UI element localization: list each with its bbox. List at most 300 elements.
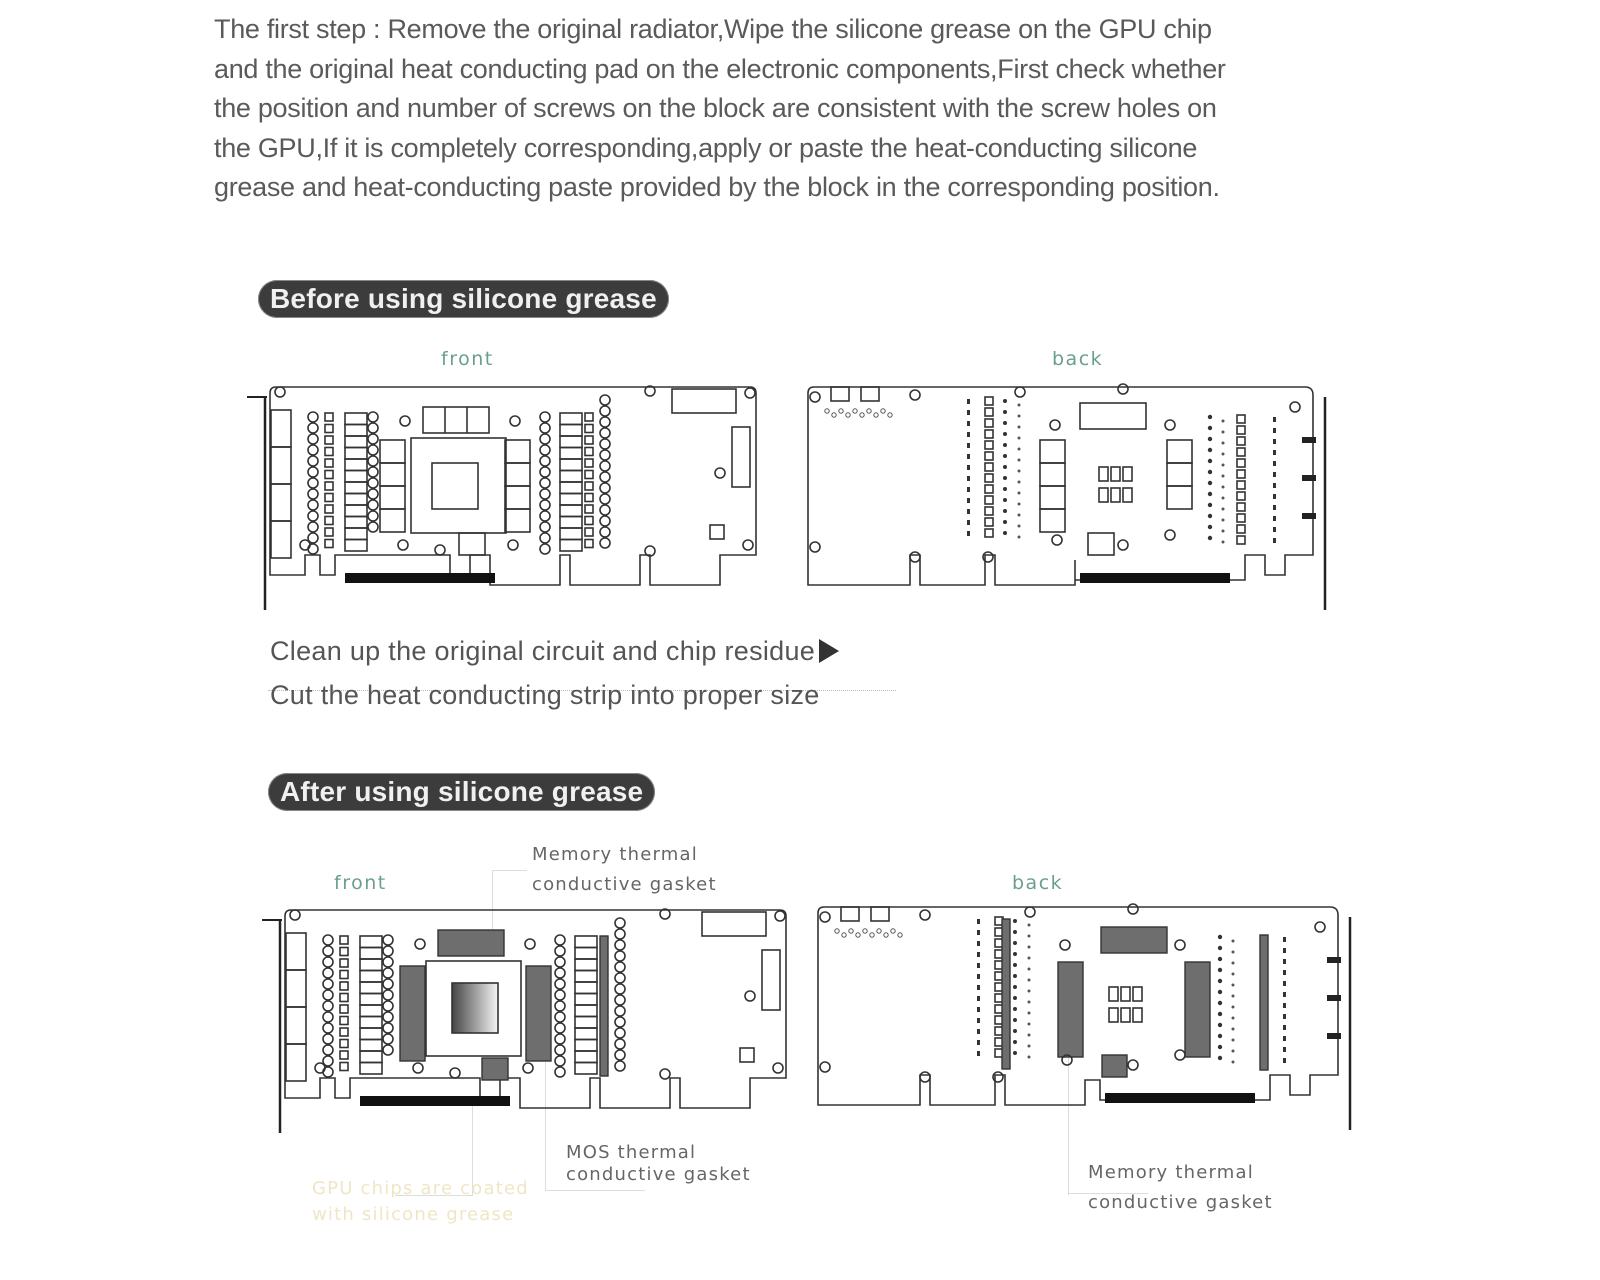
smd-square xyxy=(325,471,333,479)
screw-hole xyxy=(1015,387,1025,397)
smd-dot xyxy=(1283,1014,1286,1019)
smd-dot xyxy=(1013,996,1017,1000)
smd-square xyxy=(985,430,993,438)
smd-square xyxy=(1237,503,1245,511)
screw-hole xyxy=(820,912,830,922)
annotation-line: Memory thermal xyxy=(1088,1162,1254,1183)
smd-square xyxy=(1237,426,1245,434)
smd-dot xyxy=(863,929,867,933)
smd-dot xyxy=(846,413,850,417)
triangle-right-icon xyxy=(819,639,839,663)
inductor-block xyxy=(360,1040,382,1052)
smd-dot xyxy=(1208,514,1212,518)
inductor-block xyxy=(560,471,582,483)
smd-dot xyxy=(1003,520,1007,524)
capacitor xyxy=(600,505,610,515)
smd-dot xyxy=(1283,948,1286,953)
smd-dot xyxy=(977,930,980,935)
capacitor xyxy=(600,428,610,438)
capacitor xyxy=(323,968,333,978)
capacitor xyxy=(615,940,625,950)
after-front-board xyxy=(260,908,800,1143)
screw-hole xyxy=(910,552,920,562)
smd-dot xyxy=(1218,957,1222,961)
capacitor xyxy=(600,395,610,405)
smd-dot xyxy=(1018,481,1021,484)
capacitor xyxy=(308,489,318,499)
capacitor xyxy=(323,990,333,1000)
small-capacitor xyxy=(1109,1008,1118,1022)
capacitor xyxy=(323,935,333,945)
memory-chip xyxy=(423,407,489,433)
smd-dot xyxy=(1003,421,1007,425)
inductor-block xyxy=(1167,463,1192,486)
smd-dot xyxy=(967,399,970,404)
capacitor xyxy=(540,544,550,554)
smd-dot xyxy=(1232,1061,1235,1064)
smd-dot xyxy=(1013,952,1017,956)
smd-square xyxy=(340,1040,348,1048)
small-chip xyxy=(459,533,485,555)
smd-square xyxy=(585,448,593,456)
capacitor xyxy=(600,494,610,504)
capacitor xyxy=(615,1028,625,1038)
gpu-die-grease xyxy=(452,983,498,1033)
memory-thermal-pad xyxy=(400,966,425,1061)
smd-dot xyxy=(1283,981,1286,986)
smd-dot xyxy=(1028,957,1031,960)
smd-square xyxy=(1237,481,1245,489)
smd-dot xyxy=(1208,525,1212,529)
inductor-block xyxy=(1167,440,1192,463)
intro-line: grease and heat-conducting paste provided by the block in the corresponding position. xyxy=(214,172,1220,202)
annotation-line: conductive gasket xyxy=(566,1164,751,1185)
smd-dot xyxy=(1232,995,1235,998)
smd-square xyxy=(1237,525,1245,533)
inductor-block xyxy=(505,509,530,532)
smd-dot xyxy=(1208,415,1212,419)
smd-dot xyxy=(1208,459,1212,463)
pcie-connector xyxy=(1080,573,1230,583)
capacitor xyxy=(615,1006,625,1016)
screw-hole xyxy=(1165,420,1175,430)
memory-thermal-pad xyxy=(1058,962,1083,1057)
capacitor xyxy=(383,935,393,945)
screw-hole xyxy=(1025,907,1035,917)
smd-dot xyxy=(1222,497,1225,500)
screw-hole xyxy=(1118,540,1128,550)
screw-hole xyxy=(508,540,518,550)
capacitor xyxy=(383,1045,393,1055)
smd-dot xyxy=(1222,464,1225,467)
smd-square xyxy=(585,436,593,444)
screw-hole xyxy=(810,392,820,402)
before-front-board xyxy=(245,385,770,615)
smd-dot xyxy=(977,963,980,968)
screw-hole xyxy=(910,390,920,400)
small-capacitor xyxy=(1121,1008,1130,1022)
capacitor xyxy=(308,445,318,455)
smd-dot xyxy=(1013,1007,1017,1011)
smd-dot xyxy=(1208,481,1212,485)
smd-dot xyxy=(1218,1012,1222,1016)
smd-dot xyxy=(1003,410,1007,414)
inductor-block xyxy=(560,425,582,437)
inductor-block xyxy=(345,505,367,517)
smd-dot xyxy=(1208,536,1212,540)
smd-square xyxy=(340,971,348,979)
smd-square xyxy=(1237,492,1245,500)
small-connector xyxy=(861,387,879,401)
capacitor xyxy=(555,935,565,945)
inductor-block xyxy=(360,1005,382,1017)
smd-dot xyxy=(967,520,970,525)
smd-square xyxy=(340,994,348,1002)
smd-square xyxy=(340,936,348,944)
capacitor xyxy=(323,1023,333,1033)
smd-dot xyxy=(1283,937,1286,942)
smd-square xyxy=(340,1063,348,1071)
intro-line: the GPU,If it is completely corresponding,apply or paste the heat-conducting silicone xyxy=(214,132,1198,163)
smd-square xyxy=(325,540,333,548)
capacitor xyxy=(540,511,550,521)
memory-thermal-pad xyxy=(1002,919,1010,1069)
capacitor xyxy=(323,946,333,956)
smd-dot xyxy=(977,941,980,946)
inductor-block xyxy=(505,440,530,463)
smd-dot xyxy=(977,919,980,924)
smd-dot xyxy=(1208,426,1212,430)
capacitor xyxy=(308,423,318,433)
smd-square xyxy=(340,959,348,967)
smd-square xyxy=(585,517,593,525)
inductor-block xyxy=(271,447,291,484)
smd-dot xyxy=(1222,420,1225,423)
capacitor xyxy=(540,478,550,488)
smd-square xyxy=(1237,514,1245,522)
smd-square xyxy=(585,494,593,502)
inductor-block xyxy=(360,994,382,1006)
smd-square xyxy=(985,397,993,405)
smd-dot xyxy=(853,409,857,413)
capacitor xyxy=(615,1039,625,1049)
inductor-block xyxy=(1040,440,1065,463)
smd-dot xyxy=(1232,973,1235,976)
memory-thermal-pad xyxy=(1260,935,1268,1070)
capacitor xyxy=(308,434,318,444)
smd-dot xyxy=(967,509,970,514)
capacitor xyxy=(615,1017,625,1027)
capacitor xyxy=(600,461,610,471)
small-capacitor xyxy=(1123,467,1132,481)
smd-dot xyxy=(1273,483,1276,488)
smd-dot xyxy=(867,409,871,413)
inductor-block xyxy=(345,436,367,448)
smd-dot xyxy=(1018,514,1021,517)
capacitor xyxy=(600,516,610,526)
smd-square xyxy=(340,1051,348,1059)
screw-hole xyxy=(415,939,425,949)
smd-square xyxy=(325,494,333,502)
capacitor xyxy=(383,1012,393,1022)
inductor-block xyxy=(560,505,582,517)
capacitor xyxy=(540,522,550,532)
smd-dot xyxy=(1013,985,1017,989)
smd-dot xyxy=(1003,443,1007,447)
small-capacitor xyxy=(1111,488,1120,502)
capacitor xyxy=(368,511,378,521)
before-front-label: front xyxy=(441,348,494,370)
smd-square xyxy=(985,529,993,537)
smd-dot xyxy=(839,409,843,413)
capacitor xyxy=(368,412,378,422)
smd-square xyxy=(985,463,993,471)
annotation-gpu xyxy=(312,1176,529,1228)
smd-dot xyxy=(832,413,836,417)
inductor-block xyxy=(575,948,597,960)
smd-square xyxy=(325,436,333,444)
smd-square xyxy=(985,474,993,482)
step-text: Clean up the original circuit and chip residue xyxy=(270,636,816,666)
capacitor xyxy=(555,968,565,978)
capacitor xyxy=(540,423,550,433)
small-chip-pad xyxy=(482,1058,508,1080)
capacitor xyxy=(368,467,378,477)
screw-hole xyxy=(920,1072,930,1082)
memory-thermal-pad xyxy=(1185,962,1210,1057)
smd-dot xyxy=(884,933,888,937)
inductor-block xyxy=(271,521,291,558)
inductor-block xyxy=(345,471,367,483)
smd-square xyxy=(325,482,333,490)
smd-dot xyxy=(874,413,878,417)
capacitor xyxy=(615,984,625,994)
smd-dot xyxy=(1222,442,1225,445)
capacitor xyxy=(323,1012,333,1022)
before-section-title: Before using silicone grease xyxy=(258,280,669,318)
step-cut-strip: Cut the heat conducting strip into proper size xyxy=(270,680,820,710)
smd-dot xyxy=(1218,990,1222,994)
smd-dot xyxy=(1222,431,1225,434)
capacitor xyxy=(555,946,565,956)
smd-dot xyxy=(1218,946,1222,950)
small-chip-pad xyxy=(1102,1055,1127,1077)
smd-square xyxy=(1237,470,1245,478)
smd-dot xyxy=(1232,1039,1235,1042)
smd-dot xyxy=(1283,1025,1286,1030)
smd-square xyxy=(585,540,593,548)
smd-square xyxy=(585,413,593,421)
inductor-block xyxy=(345,482,367,494)
small-capacitor xyxy=(1099,467,1108,481)
screw-hole xyxy=(510,416,520,426)
smd-dot xyxy=(1222,530,1225,533)
inductor-block xyxy=(575,1040,597,1052)
inductor-block xyxy=(360,936,382,948)
small-capacitor xyxy=(1133,1008,1142,1022)
leader-line xyxy=(545,1190,645,1192)
capacitor xyxy=(383,1001,393,1011)
smd-dot xyxy=(1283,970,1286,975)
smd-dot xyxy=(1018,470,1021,473)
smd-square xyxy=(340,948,348,956)
smd-square xyxy=(985,441,993,449)
inductor-block xyxy=(286,1007,306,1044)
smd-dot xyxy=(1018,437,1021,440)
capacitor xyxy=(555,957,565,967)
smd-dot xyxy=(1273,428,1276,433)
io-marks xyxy=(1327,957,1341,963)
capacitor xyxy=(615,951,625,961)
inductor-block xyxy=(560,540,582,552)
smd-square xyxy=(585,505,593,513)
capacitor xyxy=(615,1050,625,1060)
inductor-block xyxy=(575,959,597,971)
smd-dot xyxy=(1208,470,1212,474)
small-connector xyxy=(871,907,889,921)
capacitor xyxy=(383,990,393,1000)
screw-hole xyxy=(745,388,755,398)
annotation-line: with silicone grease xyxy=(312,1204,515,1225)
capacitor xyxy=(308,467,318,477)
inductor-block xyxy=(575,982,597,994)
inductor-block xyxy=(380,486,405,509)
memory-thermal-pad xyxy=(438,930,504,956)
smd-square xyxy=(1237,437,1245,445)
capacitor xyxy=(600,538,610,548)
capacitor xyxy=(615,1061,625,1071)
smd-dot xyxy=(967,454,970,459)
capacitor xyxy=(308,522,318,532)
capacitor xyxy=(615,962,625,972)
inductor-block xyxy=(286,970,306,1007)
smd-dot xyxy=(1208,448,1212,452)
inductor-block xyxy=(286,1044,306,1081)
screw-hole xyxy=(398,540,408,550)
memory-chip xyxy=(1080,403,1146,429)
smd-square xyxy=(985,518,993,526)
smd-dot xyxy=(1273,417,1276,422)
smd-dot xyxy=(856,933,860,937)
smd-dot xyxy=(1232,951,1235,954)
inductor-block xyxy=(345,528,367,540)
smd-square xyxy=(325,517,333,525)
inductor-block xyxy=(1040,486,1065,509)
screw-hole xyxy=(315,1063,325,1073)
smd-dot xyxy=(967,421,970,426)
smd-dot xyxy=(835,929,839,933)
inductor-block xyxy=(1040,509,1065,532)
power-connector xyxy=(672,389,736,413)
inductor-block xyxy=(1167,486,1192,509)
intro-line: and the original heat conducting pad on the electronic components,First check whether xyxy=(214,53,1226,84)
smd-square xyxy=(985,408,993,416)
inductor-block xyxy=(575,1005,597,1017)
capacitor xyxy=(540,500,550,510)
smd-dot xyxy=(1273,505,1276,510)
smd-dot xyxy=(977,952,980,957)
capacitor xyxy=(615,918,625,928)
smd-dot xyxy=(967,410,970,415)
smd-square xyxy=(585,471,593,479)
screw-hole xyxy=(525,939,535,949)
inductor-block xyxy=(575,1017,597,1029)
capacitor xyxy=(368,456,378,466)
capacitor xyxy=(383,957,393,967)
screw-hole xyxy=(820,1062,830,1072)
capacitor xyxy=(383,946,393,956)
power-connector xyxy=(702,912,766,936)
screw-hole xyxy=(920,910,930,920)
inductor-block xyxy=(560,413,582,425)
inductor-block xyxy=(380,440,405,463)
screw-hole xyxy=(450,1068,460,1078)
before-back-label: back xyxy=(1052,348,1104,370)
inductor-block xyxy=(575,971,597,983)
annotation-line: Memory thermal xyxy=(532,844,698,865)
screw-hole xyxy=(773,1063,783,1073)
inductor-block xyxy=(560,517,582,529)
smd-dot xyxy=(1003,476,1007,480)
smd-dot xyxy=(1013,1040,1017,1044)
smd-dot xyxy=(1003,454,1007,458)
smd-dot xyxy=(967,531,970,536)
smd-dot xyxy=(1013,974,1017,978)
screw-hole xyxy=(435,545,445,555)
screw-hole xyxy=(1060,940,1070,950)
capacitor xyxy=(383,979,393,989)
capacitor xyxy=(308,478,318,488)
smd-square xyxy=(585,482,593,490)
smd-square xyxy=(340,1017,348,1025)
memory-thermal-pad xyxy=(1101,927,1167,953)
smd-dot xyxy=(1003,498,1007,502)
screw-hole xyxy=(1175,1050,1185,1060)
inductor-block xyxy=(345,413,367,425)
capacitor xyxy=(540,533,550,543)
smd-square xyxy=(325,505,333,513)
capacitor xyxy=(600,417,610,427)
inductor-block xyxy=(560,459,582,471)
smd-dot xyxy=(1283,1036,1286,1041)
smd-dot xyxy=(1218,1001,1222,1005)
capacitor xyxy=(308,511,318,521)
inductor-block xyxy=(360,1017,382,1029)
inductor-block xyxy=(345,540,367,552)
gpu-package xyxy=(411,438,506,533)
after-back-board xyxy=(815,905,1360,1140)
capacitor xyxy=(323,1045,333,1055)
mos-thermal-pad xyxy=(600,936,608,1076)
capacitor xyxy=(600,439,610,449)
small-chip xyxy=(1088,533,1114,555)
capacitor xyxy=(600,483,610,493)
smd-dot xyxy=(1003,399,1007,403)
inductor-block xyxy=(345,425,367,437)
screw-hole xyxy=(1118,384,1128,394)
smd-dot xyxy=(1003,432,1007,436)
inductor-block xyxy=(360,948,382,960)
smd-dot xyxy=(1018,492,1021,495)
capacitor xyxy=(540,412,550,422)
smd-square xyxy=(1237,415,1245,423)
smd-square xyxy=(325,413,333,421)
small-connector xyxy=(831,387,849,401)
screw-hole xyxy=(1175,940,1185,950)
capacitor xyxy=(555,1056,565,1066)
capacitor xyxy=(555,979,565,989)
capacitor xyxy=(540,434,550,444)
